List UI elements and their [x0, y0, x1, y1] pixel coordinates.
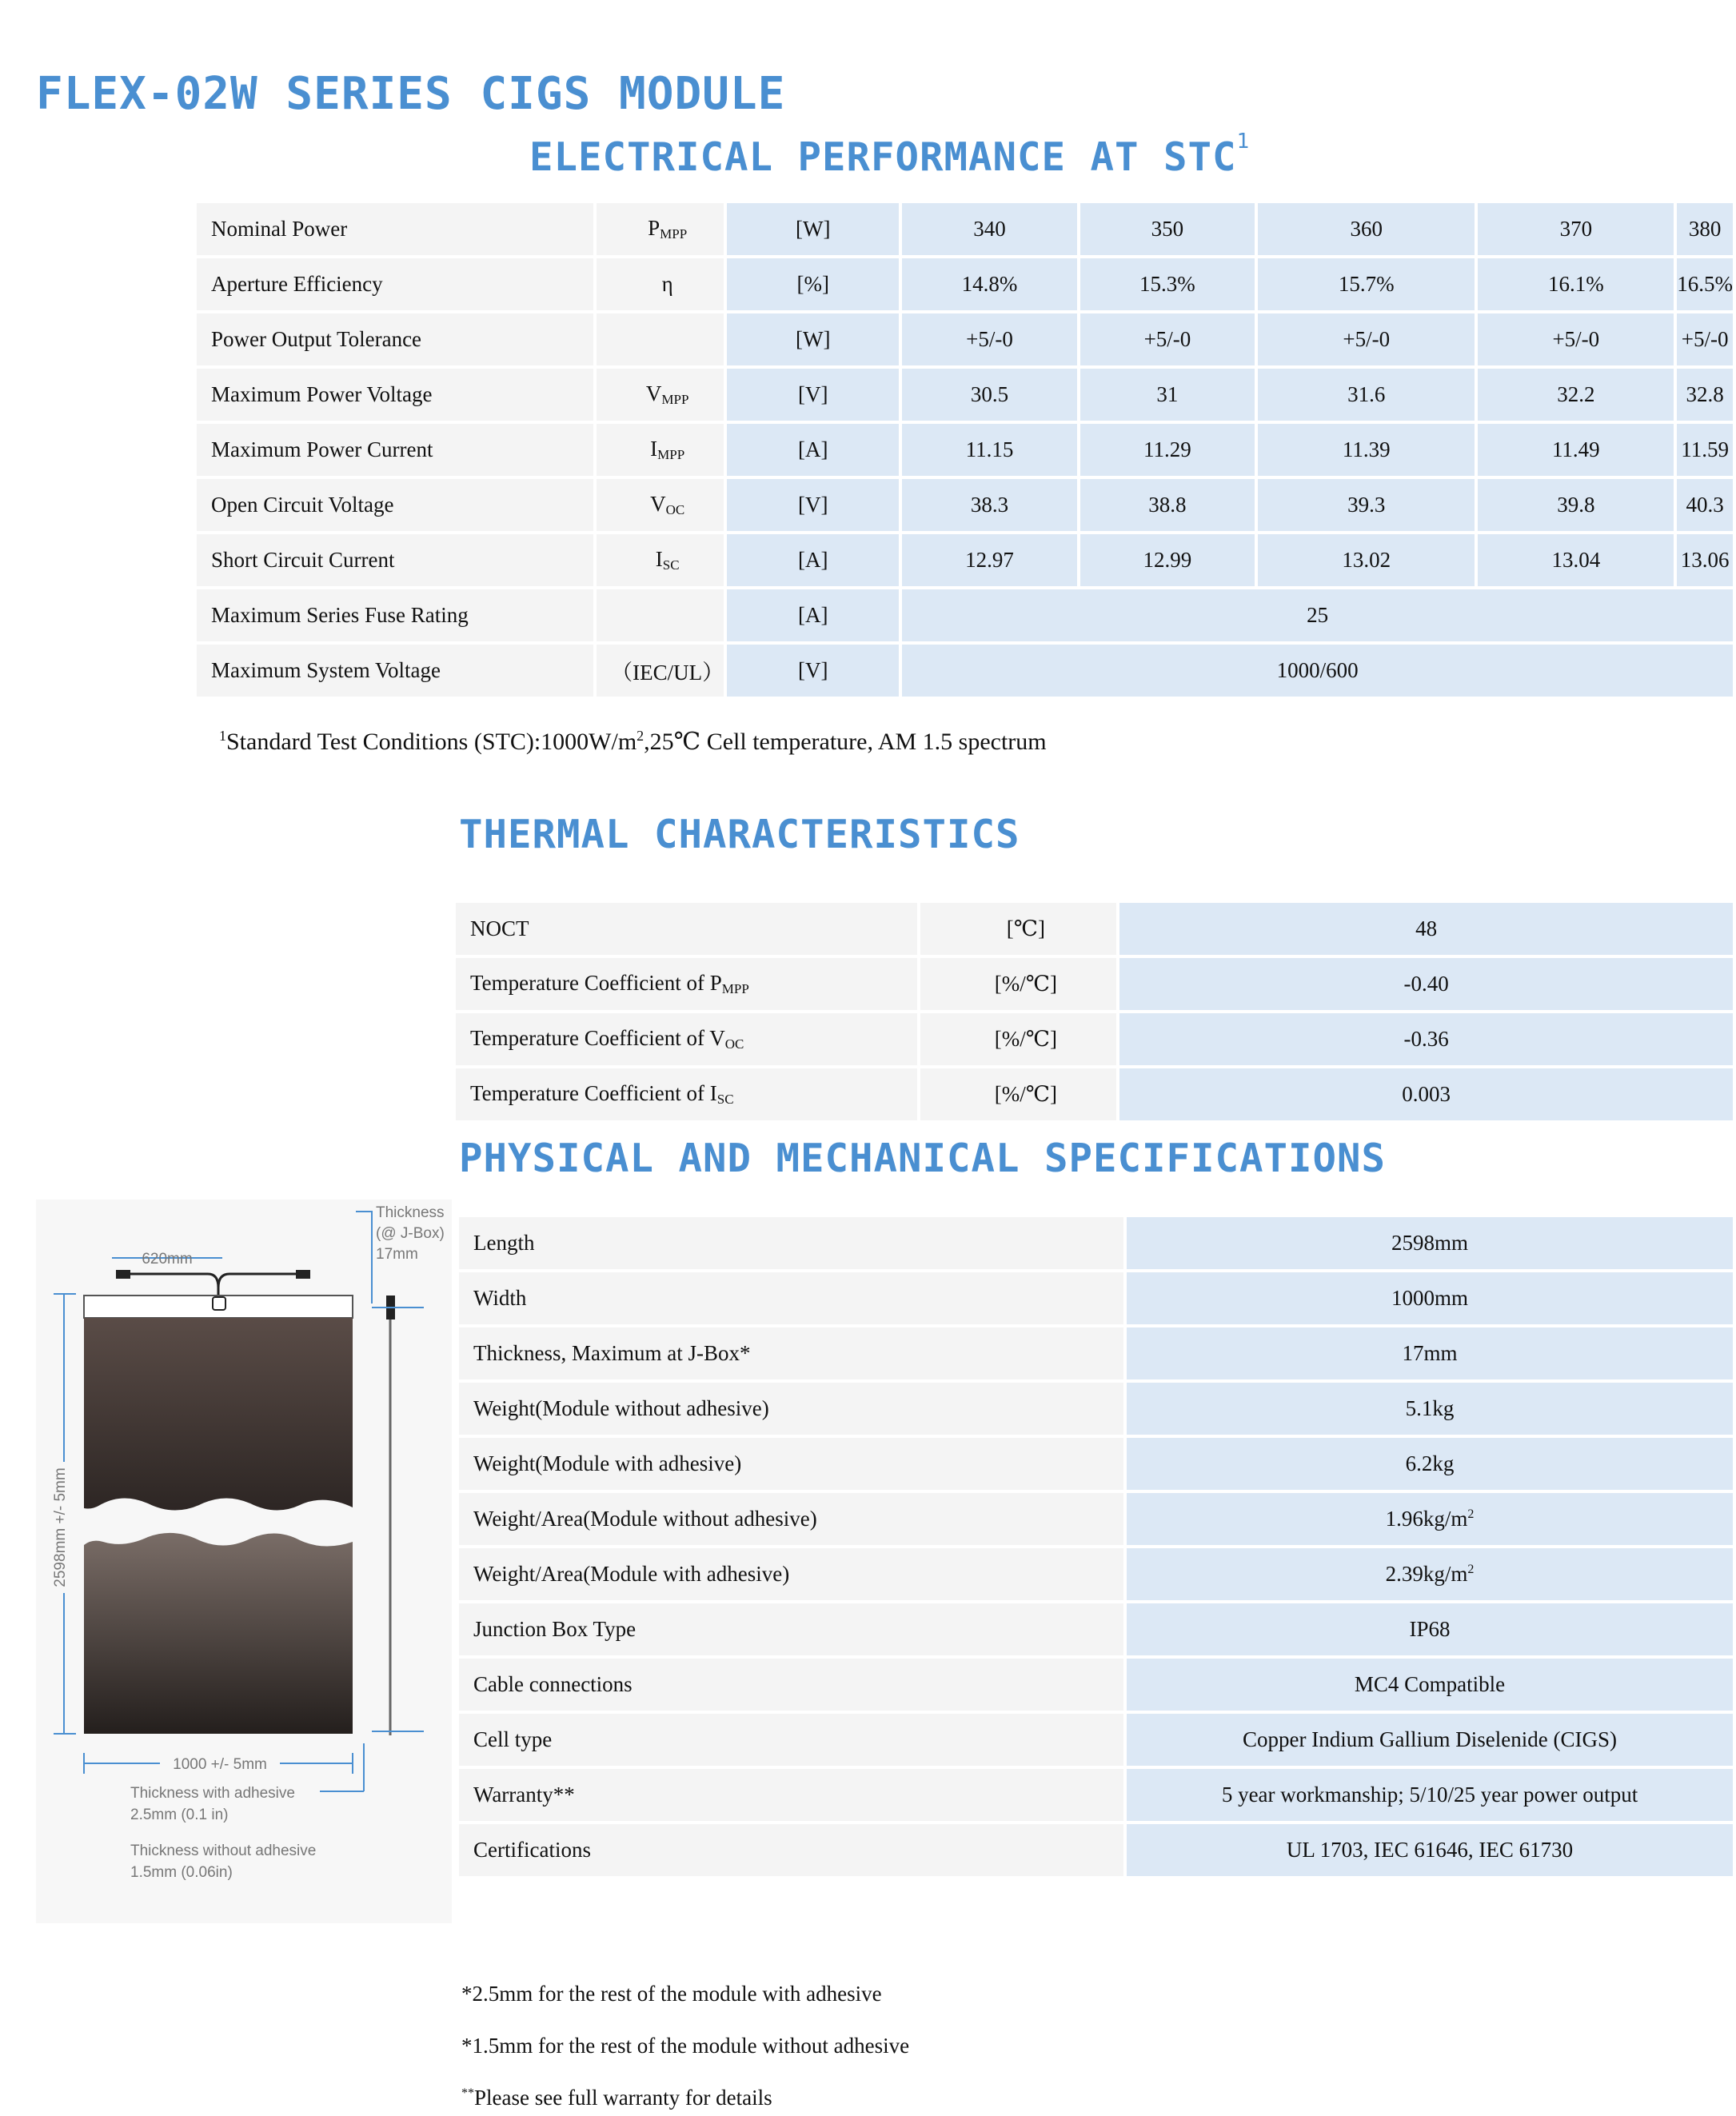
thermal-unit: [%/℃]	[920, 1068, 1116, 1120]
spec-label: Width	[459, 1272, 1123, 1324]
param-value: +5/-0	[1258, 313, 1475, 365]
table-row	[459, 1659, 1733, 1711]
param-value: 38.3	[902, 479, 1076, 531]
table-row	[197, 589, 1733, 641]
spec-value-text: 17mm	[1402, 1341, 1458, 1365]
no-adhesive-label-2: 1.5mm (0.06in)	[130, 1864, 233, 1881]
param-value: 13.04	[1478, 534, 1674, 586]
param-symbol-sub: MPP	[661, 392, 689, 407]
page-title: FLEX-02W SERIES CIGS MODULE	[36, 68, 786, 120]
spec-value	[1127, 1548, 1733, 1600]
spec-label: Weight(Module without adhesive)	[459, 1383, 1123, 1435]
connector-right-icon	[296, 1270, 310, 1279]
adhesive-label-2: 2.5mm (0.1 in)	[130, 1807, 229, 1823]
spec-label: Length	[459, 1217, 1123, 1269]
param-value: 31	[1080, 369, 1255, 421]
spec-value	[1127, 1327, 1733, 1379]
table-row	[459, 1272, 1733, 1324]
table-row	[197, 534, 1733, 586]
physical-section-title: PHYSICAL AND MECHANICAL SPECIFICATIONS	[459, 1136, 1387, 1181]
param-unit: [%]	[727, 258, 899, 310]
thermal-table	[453, 900, 1736, 1124]
spec-value	[1127, 1824, 1733, 1876]
param-symbol-main: V	[650, 492, 666, 516]
param-symbol	[597, 203, 724, 255]
spec-value-text: 2.39kg/m	[1385, 1562, 1468, 1586]
table-row	[456, 958, 1733, 1010]
thermal-label-sub: OC	[724, 1036, 744, 1052]
param-symbol-main: I	[655, 547, 663, 571]
param-value: 380	[1677, 203, 1733, 255]
table-row	[456, 903, 1733, 955]
spec-value	[1127, 1659, 1733, 1711]
module-dimension-diagram	[36, 1200, 452, 1923]
spec-label: Thickness, Maximum at J-Box*	[459, 1327, 1123, 1379]
thickness-leader	[356, 1212, 372, 1304]
table-row	[459, 1548, 1733, 1600]
thermal-value: 0.003	[1119, 1068, 1733, 1120]
param-label: Short Circuit Current	[197, 534, 593, 586]
param-symbol-sub: SC	[662, 557, 680, 573]
module-drawing	[36, 1200, 452, 1923]
thermal-value: 48	[1119, 903, 1733, 955]
spec-label: Cable connections	[459, 1659, 1123, 1711]
param-symbol-main: η	[661, 272, 673, 296]
param-unit: [V]	[727, 479, 899, 531]
connector-left-icon	[116, 1270, 130, 1279]
param-value: 31.6	[1258, 369, 1475, 421]
thickness-label-1: Thickness	[376, 1204, 445, 1221]
thermal-label	[456, 958, 917, 1010]
param-value: 39.8	[1478, 479, 1674, 531]
param-value: 14.8%	[902, 258, 1076, 310]
spec-value-text: Copper Indium Gallium Diselenide (CIGS)	[1243, 1727, 1617, 1751]
param-symbol	[597, 424, 724, 476]
thermal-value: -0.40	[1119, 958, 1733, 1010]
param-value: 12.99	[1080, 534, 1255, 586]
thermal-label-text: Temperature Coefficient of V	[470, 1026, 725, 1050]
stc-footnote-text-b: ,25℃ Cell temperature, AM 1.5 spectrum	[644, 729, 1047, 755]
spec-value-text: IP68	[1409, 1617, 1451, 1641]
stc-footnote-text-a: Standard Test Conditions (STC):1000W/m	[226, 729, 637, 755]
param-symbol-main: I	[650, 437, 658, 461]
spec-value	[1127, 1714, 1733, 1766]
table-row	[456, 1013, 1733, 1065]
param-value: 11.59	[1677, 424, 1733, 476]
param-unit: [W]	[727, 313, 899, 365]
thermal-label-sub: MPP	[721, 981, 749, 996]
dim-620-label: 620mm	[142, 1251, 193, 1268]
param-label: Power Output Tolerance	[197, 313, 593, 365]
table-row	[197, 424, 1733, 476]
param-value: 16.1%	[1478, 258, 1674, 310]
panel-bottom-section	[84, 1533, 353, 1734]
no-adhesive-label-1: Thickness without adhesive	[130, 1843, 317, 1859]
table-row	[459, 1769, 1733, 1821]
param-label: Nominal Power	[197, 203, 593, 255]
panel-top-section	[84, 1318, 353, 1511]
param-symbol-sub: MPP	[660, 226, 688, 242]
param-label: Maximum Power Current	[197, 424, 593, 476]
electrical-title-text: ELECTRICAL PERFORMANCE AT STC	[529, 134, 1237, 180]
param-symbol	[597, 589, 724, 641]
param-label: Maximum Power Voltage	[197, 369, 593, 421]
table-row	[197, 313, 1733, 365]
param-value: 39.3	[1258, 479, 1475, 531]
table-row	[459, 1383, 1733, 1435]
table-row	[459, 1493, 1733, 1545]
param-unit: [A]	[727, 589, 899, 641]
physical-table	[456, 1214, 1736, 1879]
param-symbol-main: P	[648, 216, 660, 240]
param-label: Aperture Efficiency	[197, 258, 593, 310]
param-symbol: （IEC/UL）	[597, 645, 724, 697]
spec-value-text: 1.96kg/m	[1385, 1507, 1468, 1531]
param-symbol-main: V	[645, 381, 662, 405]
spec-value	[1127, 1769, 1733, 1821]
spec-value	[1127, 1438, 1733, 1490]
param-value: 11.49	[1478, 424, 1674, 476]
param-value: 11.15	[902, 424, 1076, 476]
param-value: 370	[1478, 203, 1674, 255]
thermal-value: -0.36	[1119, 1013, 1733, 1065]
cable-icon	[130, 1274, 296, 1296]
footnote-adhesive: *2.5mm for the rest of the module with adhesive	[461, 1982, 882, 2006]
param-value: +5/-0	[1080, 313, 1255, 365]
param-value: 32.8	[1677, 369, 1733, 421]
param-unit: [W]	[727, 203, 899, 255]
dim-width-label: 1000 +/- 5mm	[173, 1756, 267, 1773]
thermal-label-text: NOCT	[470, 916, 529, 940]
stc-footnote-sup2: 2	[637, 728, 645, 744]
table-row	[197, 645, 1733, 697]
param-symbol	[597, 479, 724, 531]
table-row	[197, 203, 1733, 255]
param-value: 1000/600	[902, 645, 1733, 697]
footnote-warranty-text: Please see full warranty for details	[474, 2086, 772, 2110]
spec-value	[1127, 1493, 1733, 1545]
param-label: Maximum System Voltage	[197, 645, 593, 697]
thermal-label-sub: SC	[716, 1092, 734, 1107]
param-value: 32.2	[1478, 369, 1674, 421]
param-value: 16.5%	[1677, 258, 1733, 310]
param-value: 15.3%	[1080, 258, 1255, 310]
thermal-label	[456, 1068, 917, 1120]
param-value: 38.8	[1080, 479, 1255, 531]
thermal-label-text: Temperature Coefficient of P	[470, 971, 722, 995]
spec-value	[1127, 1603, 1733, 1655]
junction-box-icon	[213, 1297, 225, 1310]
spec-value-text: 2598mm	[1391, 1231, 1469, 1255]
table-row	[459, 1217, 1733, 1269]
thermal-label	[456, 903, 917, 955]
spec-label: Weight(Module with adhesive)	[459, 1438, 1123, 1490]
table-row	[459, 1603, 1733, 1655]
spec-label: Warranty**	[459, 1769, 1123, 1821]
param-unit: [A]	[727, 424, 899, 476]
table-row	[197, 258, 1733, 310]
thermal-section-title: THERMAL CHARACTERISTICS	[459, 812, 1020, 857]
spec-value	[1127, 1383, 1733, 1435]
param-value: 15.7%	[1258, 258, 1475, 310]
param-unit: [A]	[727, 534, 899, 586]
footnote-no-adhesive: *1.5mm for the rest of the module without adhesive	[461, 2034, 910, 2058]
param-unit: [V]	[727, 369, 899, 421]
spec-label: Certifications	[459, 1824, 1123, 1876]
thermal-unit: [%/℃]	[920, 1013, 1116, 1065]
thermal-unit: [%/℃]	[920, 958, 1116, 1010]
electrical-title-footnote-mark: 1	[1236, 130, 1251, 154]
param-unit: [V]	[727, 645, 899, 697]
param-value: +5/-0	[1677, 313, 1733, 365]
param-value: 40.3	[1677, 479, 1733, 531]
param-symbol	[597, 258, 724, 310]
adhesive-label-1: Thickness with adhesive	[130, 1785, 295, 1802]
param-value: +5/-0	[902, 313, 1076, 365]
spec-value-text: 1000mm	[1391, 1286, 1469, 1310]
dim-length-label-group	[50, 1462, 69, 1593]
param-value: 360	[1258, 203, 1475, 255]
param-value: 13.02	[1258, 534, 1475, 586]
spec-label: Cell type	[459, 1714, 1123, 1766]
spec-value-text: 5 year workmanship; 5/10/25 year power output	[1221, 1783, 1638, 1807]
electrical-section-title	[529, 130, 1251, 180]
spec-value-sup: 2	[1467, 1507, 1475, 1521]
table-row	[459, 1824, 1733, 1876]
param-value: 13.06	[1677, 534, 1733, 586]
param-value: +5/-0	[1478, 313, 1674, 365]
spec-value-text: MC4 Compatible	[1354, 1672, 1506, 1696]
table-row	[456, 1068, 1733, 1120]
spec-value-text: 6.2kg	[1405, 1451, 1455, 1475]
param-symbol	[597, 369, 724, 421]
thermal-label	[456, 1013, 917, 1065]
param-value: 350	[1080, 203, 1255, 255]
thickness-label-3: 17mm	[376, 1246, 418, 1263]
footnote-warranty	[461, 2086, 772, 2110]
spec-value-text: 5.1kg	[1405, 1396, 1455, 1420]
spec-label: Junction Box Type	[459, 1603, 1123, 1655]
table-row	[459, 1714, 1733, 1766]
stc-footnote-mark: 1	[219, 728, 226, 744]
thickness-label-2: (@ J-Box)	[376, 1225, 445, 1242]
param-label: Maximum Series Fuse Rating	[197, 589, 593, 641]
thermal-unit: [℃]	[920, 903, 1116, 955]
footnote-warranty-mark: **	[461, 2086, 474, 2100]
param-label: Open Circuit Voltage	[197, 479, 593, 531]
electrical-table	[194, 200, 1736, 700]
table-row	[459, 1327, 1733, 1379]
param-symbol	[597, 313, 724, 365]
param-value: 25	[902, 589, 1733, 641]
dim-length-label: 2598mm +/- 5mm	[52, 1467, 69, 1587]
param-value: 30.5	[902, 369, 1076, 421]
table-row	[197, 479, 1733, 531]
spec-value	[1127, 1272, 1733, 1324]
table-row	[197, 369, 1733, 421]
spec-label: Weight/Area(Module without adhesive)	[459, 1493, 1123, 1545]
table-row	[459, 1438, 1733, 1490]
adhesive-leader	[320, 1743, 364, 1791]
param-value: 12.97	[902, 534, 1076, 586]
param-symbol-sub: OC	[665, 502, 685, 517]
spec-value-text: UL 1703, IEC 61646, IEC 61730	[1286, 1838, 1574, 1862]
param-value: 11.39	[1258, 424, 1475, 476]
spec-value	[1127, 1217, 1733, 1269]
param-symbol-sub: MPP	[657, 447, 685, 462]
param-symbol	[597, 534, 724, 586]
thermal-label-text: Temperature Coefficient of I	[470, 1081, 717, 1105]
stc-footnote	[219, 728, 1047, 756]
param-value: 340	[902, 203, 1076, 255]
spec-label: Weight/Area(Module with adhesive)	[459, 1548, 1123, 1600]
param-value: 11.29	[1080, 424, 1255, 476]
spec-value-sup: 2	[1467, 1563, 1475, 1576]
